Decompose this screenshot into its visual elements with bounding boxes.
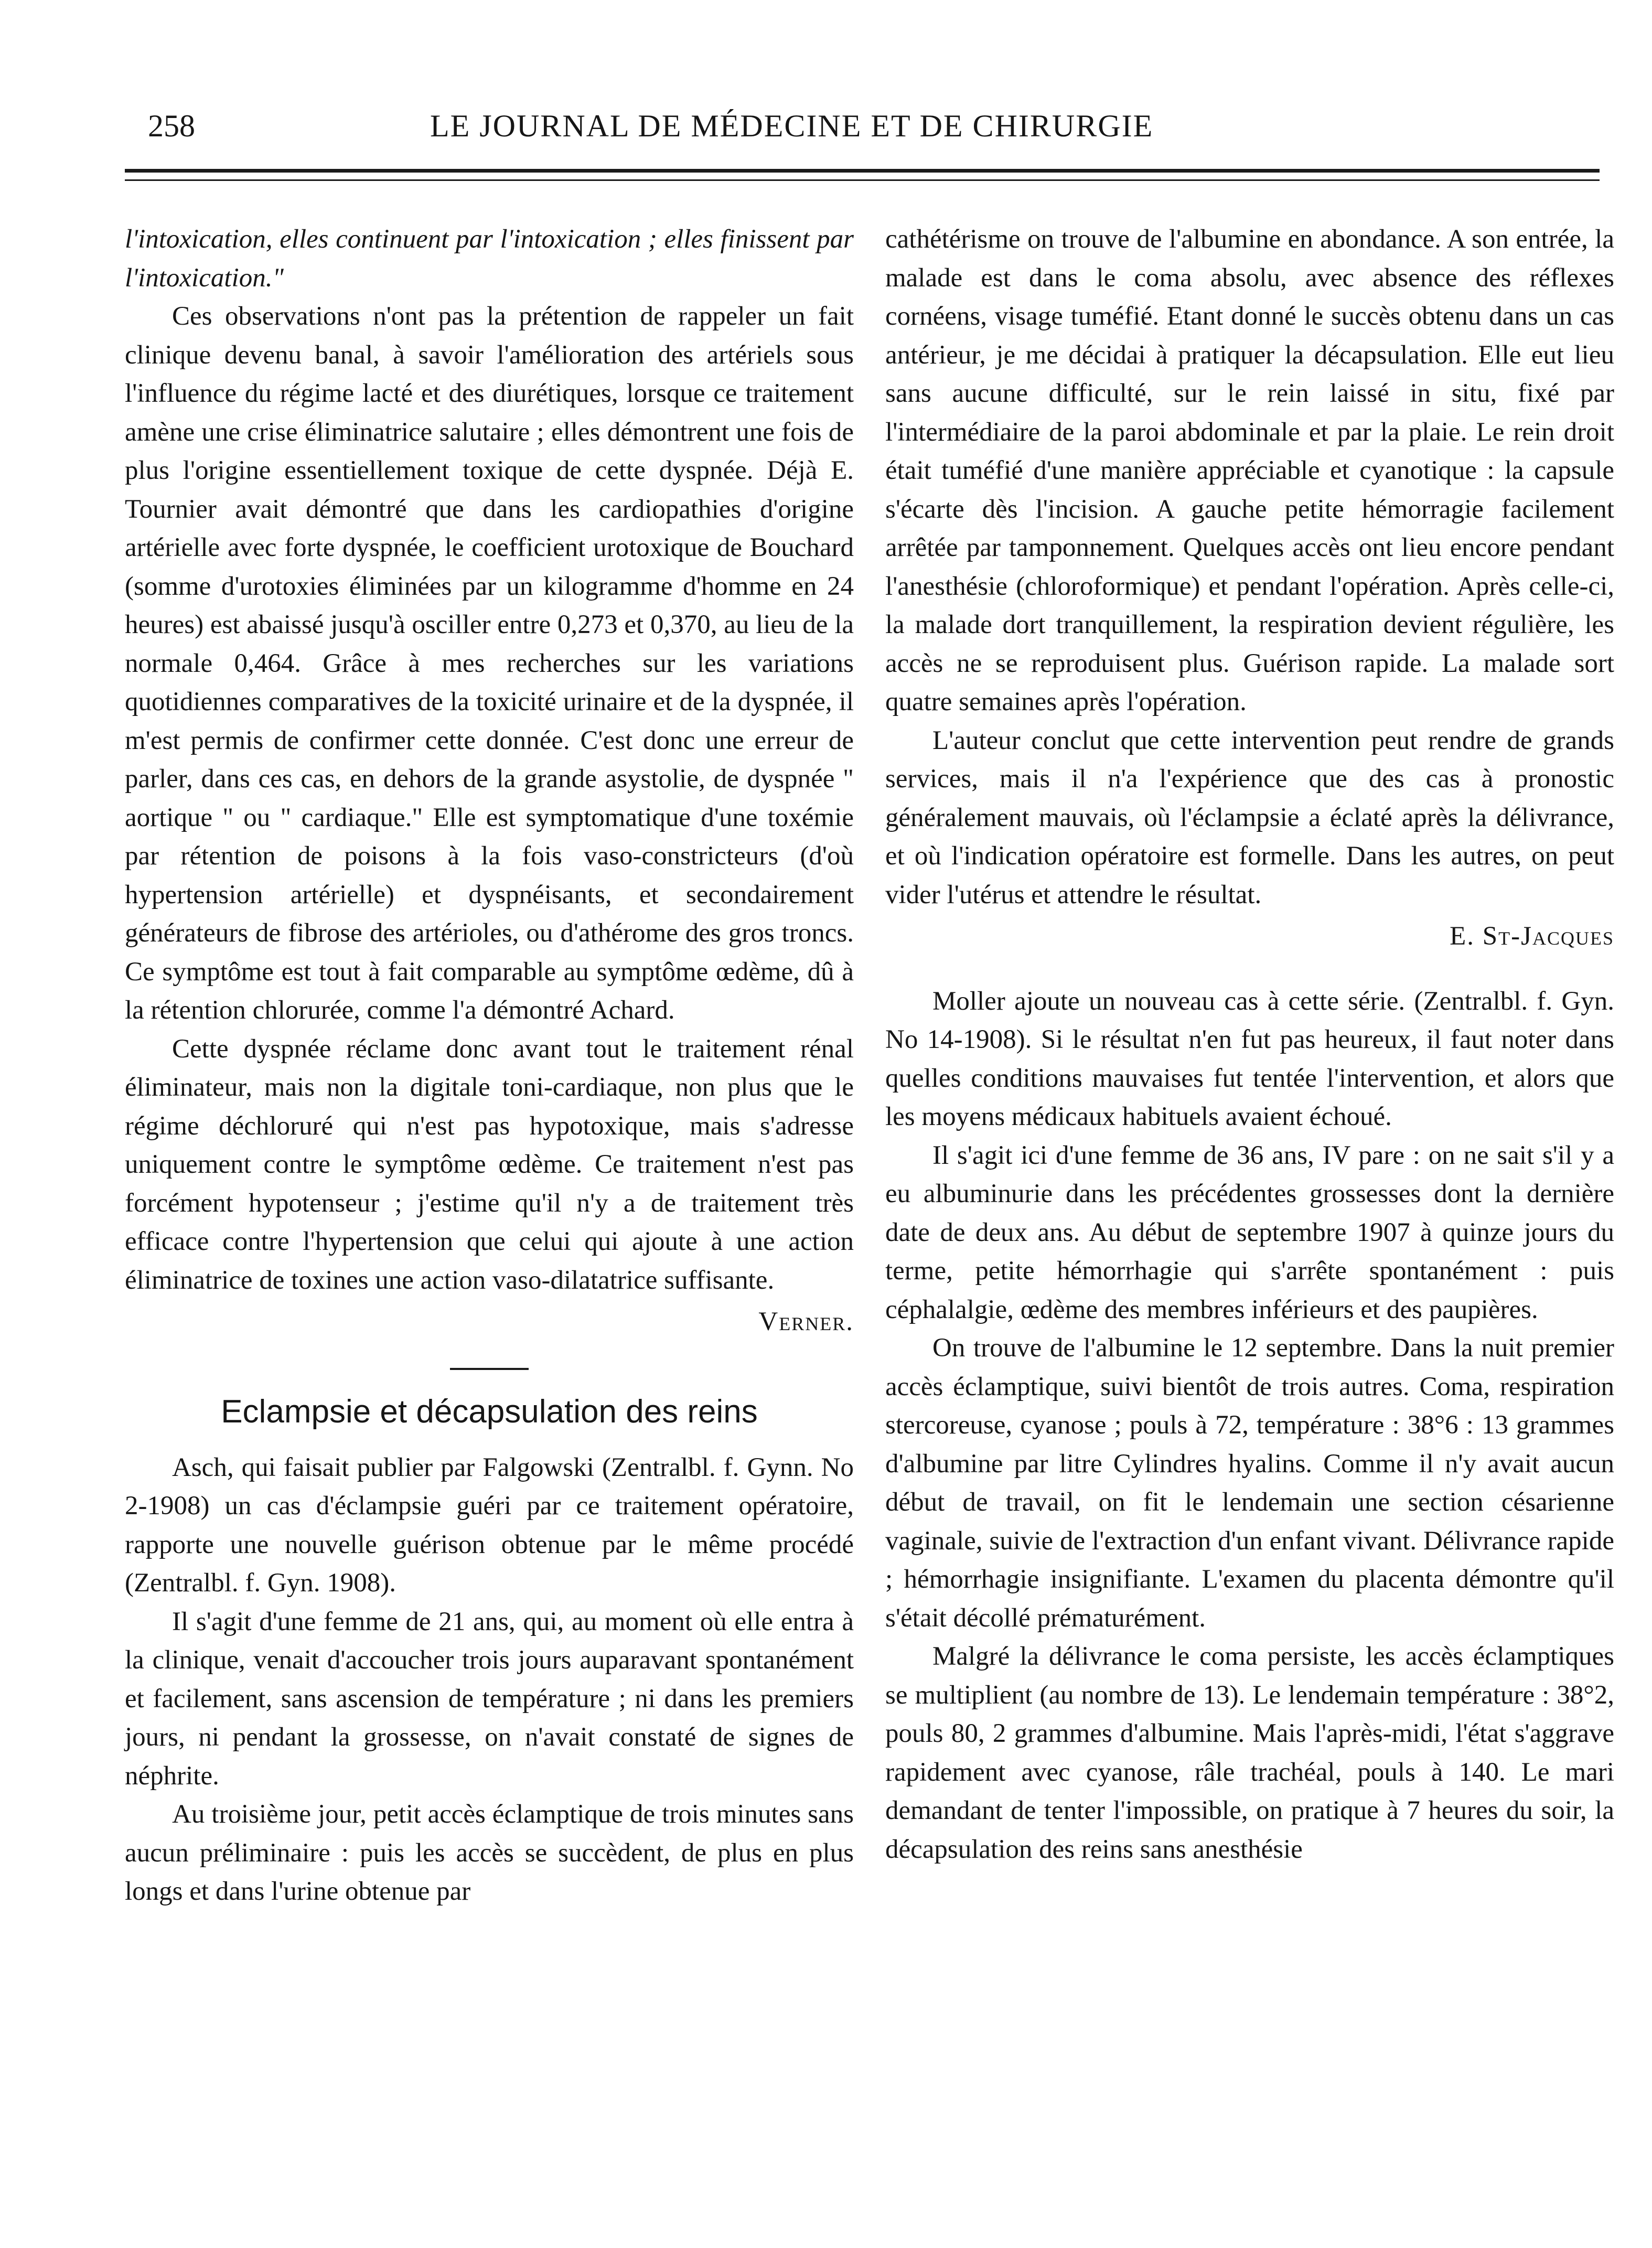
header-rule-thin xyxy=(125,179,1600,181)
page-number: 258 xyxy=(148,109,195,143)
signature: Verner. xyxy=(758,1307,854,1336)
paragraph: Moller ajoute un nouveau cas à cette série. (Zentralbl. f. Gyn. No 14-1908). Si le résultat n'en fut pas heureux, il faut noter dans quelles conditions mauvaises fut tentée l'intervention, et alors que les moyens médicaux habituels avaient échoué. xyxy=(885,986,1614,1131)
paragraph: Il s'agit ici d'une femme de 36 ans, IV pare : on ne sait s'il y a eu albuminurie dans les précédentes grossesses dont la dernière date de deux ans. Au début de septembre 1907 à quinze jours du terme, petite hémorrhagie qui s'arrête spontanément : puis céphalalgie, œdème des membres inférieurs et des paupières. xyxy=(885,1140,1614,1324)
section-title: Eclampsie et décapsulation des reins xyxy=(221,1393,758,1430)
section-divider xyxy=(450,1368,529,1370)
right-column xyxy=(885,220,1614,1869)
paragraph: Au troisième jour, petit accès éclamptique de trois minutes sans aucun préliminaire : puis les accès se succèdent, de plus en plus longs et dans l'urine obtenue par xyxy=(125,1800,854,1906)
paragraph: On trouve de l'albumine le 12 septembre. Dans la nuit premier accès éclamptique, suivi bientôt de trois autres. Coma, respiration stercoreuse, cyanose ; pouls à 72, température : 38°6 : 13 grammes d'albumine par litre Cylindres hyalins. Comme il n'y avait aucun début de travail, on fit le lendemain une section césarienne vaginale, suivie de l'extraction d'un enfant vivant. Délivrance rapide ; hémorrhagie insignifiante. L'examen du placenta démontre qu'il s'était décollé prématurément. xyxy=(885,1333,1614,1633)
running-head: LE JOURNAL DE MÉDECINE ET DE CHIRURGIE xyxy=(430,109,1154,143)
paragraph: l'intoxication, elles continuent par l'intoxication ; elles finissent par l'intoxication." xyxy=(125,224,854,293)
paragraph: Ces observations n'ont pas la prétention de rappeler un fait clinique devenu banal, à savoir l'amélioration des artériels sous l'influence du régime lacté et des diurétiques, lorsque ce traitement amène une crise éliminatrice salutaire ; elles démontrent une fois de plus l'origine essentiellement toxique de cette dyspnée. Déjà E. Tournier avait démontré que dans les cardiopathies d'origine artérielle avec forte dyspnée, le coefficient urotoxique de Bouchard (somme d'urotoxies éliminées par un kilogramme d'homme en 24 heures) est abaissé jusqu'à osciller entre 0,273 et 0,370, au lieu de la normale 0,464. Grâce à mes recherches sur les variations quotidiennes comparatives de la toxicité urinaire et de la dyspnée, il m'est permis de confirmer cette donnée. C'est donc une erreur de parler, dans ces cas, en dehors de la grande asystolie, de dyspnée " aortique " ou " cardiaque." Elle est symptomatique d'une toxémie par rétention de poisons à la fois vaso-constricteurs (d'où hypertension artérielle) et dyspnéisants, et secondairement générateurs de fibrose des artérioles, ou d'athérome des gros troncs. Ce symptôme est tout à fait comparable au symptôme œdème, dû à la rétention chlorurée, comme l'a démontré Achard. xyxy=(125,302,854,1025)
left-column xyxy=(125,220,854,1911)
signature: E. St-Jacques xyxy=(1450,922,1614,951)
paragraph: cathétérisme on trouve de l'albumine en abondance. A son entrée, la malade est dans le coma absolu, avec absence des réflexes cornéens, visage tuméfié. Etant donné le succès obtenu dans un cas antérieur, je me décidai à pratiquer la décapsulation. Elle eut lieu sans aucune difficulté, sur le rein laissé in situ, fixé par l'intermédiaire de la paroi abdominale et par la plaie. Le rein droit était tuméfié d'une manière appréciable et cyanotique : la capsule s'écarte dès l'incision. A gauche petite hémorragie facilement arrêtée par tamponnement. Quelques accès ont lieu encore pendant l'anesthésie (chloroformique) et pendant l'opération. Après celle-ci, la malade dort tranquillement, la respiration devient régulière, les accès ne se reproduisent plus. Guérison rapide. La malade sort quatre semaines après l'opération. xyxy=(885,224,1614,716)
paragraph: L'auteur conclut que cette intervention peut rendre de grands services, mais il n'a l'expérience que des cas à pronostic généralement mauvais, où l'éclampsie a éclaté après la délivrance, et où l'indication opératoire est formelle. Dans les autres, on peut vider l'utérus et attendre le résultat. xyxy=(885,725,1614,909)
paragraph: Asch, qui faisait publier par Falgowski (Zentralbl. f. Gynn. No 2-1908) un cas d'éclampsie guéri par ce traitement opératoire, rapporte une nouvelle guérison obtenue par le même procédé (Zentralbl. f. Gyn. 1908). xyxy=(125,1452,854,1598)
header-rule-thick xyxy=(125,169,1600,173)
paragraph: Il s'agit d'une femme de 21 ans, qui, au moment où elle entra à la clinique, venait d'accoucher trois jours auparavant spontanément et facilement, sans ascension de température ; ni dans les premiers jours, ni pendant la grossesse, on n'avait constaté de signes de néphrite. xyxy=(125,1607,854,1791)
paragraph: Cette dyspnée réclame donc avant tout le traitement rénal éliminateur, mais non la digitale toni-cardiaque, non plus que le régime déchloruré qui n'est pas hypotoxique, mais s'adresse uniquement contre le symptôme œdème. Ce traitement n'est pas forcément hypotenseur ; j'estime qu'il n'y a de traitement très efficace contre l'hypertension que celui qui ajoute à une action éliminatrice de toxines une action vaso-dilatatrice suffisante. xyxy=(125,1034,854,1295)
paragraph: Malgré la délivrance le coma persiste, les accès éclamptiques se multiplient (au nombre de 13). Le lendemain température : 38°2, pouls 80, 2 grammes d'albumine. Mais l'après-midi, l'état s'aggrave rapidement avec cyanose, râle trachéal, pouls à 140. Le mari demandant de tenter l'impossible, on pratique à 7 heures du soir, la décapsulation des reins sans anesthésie xyxy=(885,1642,1614,1864)
